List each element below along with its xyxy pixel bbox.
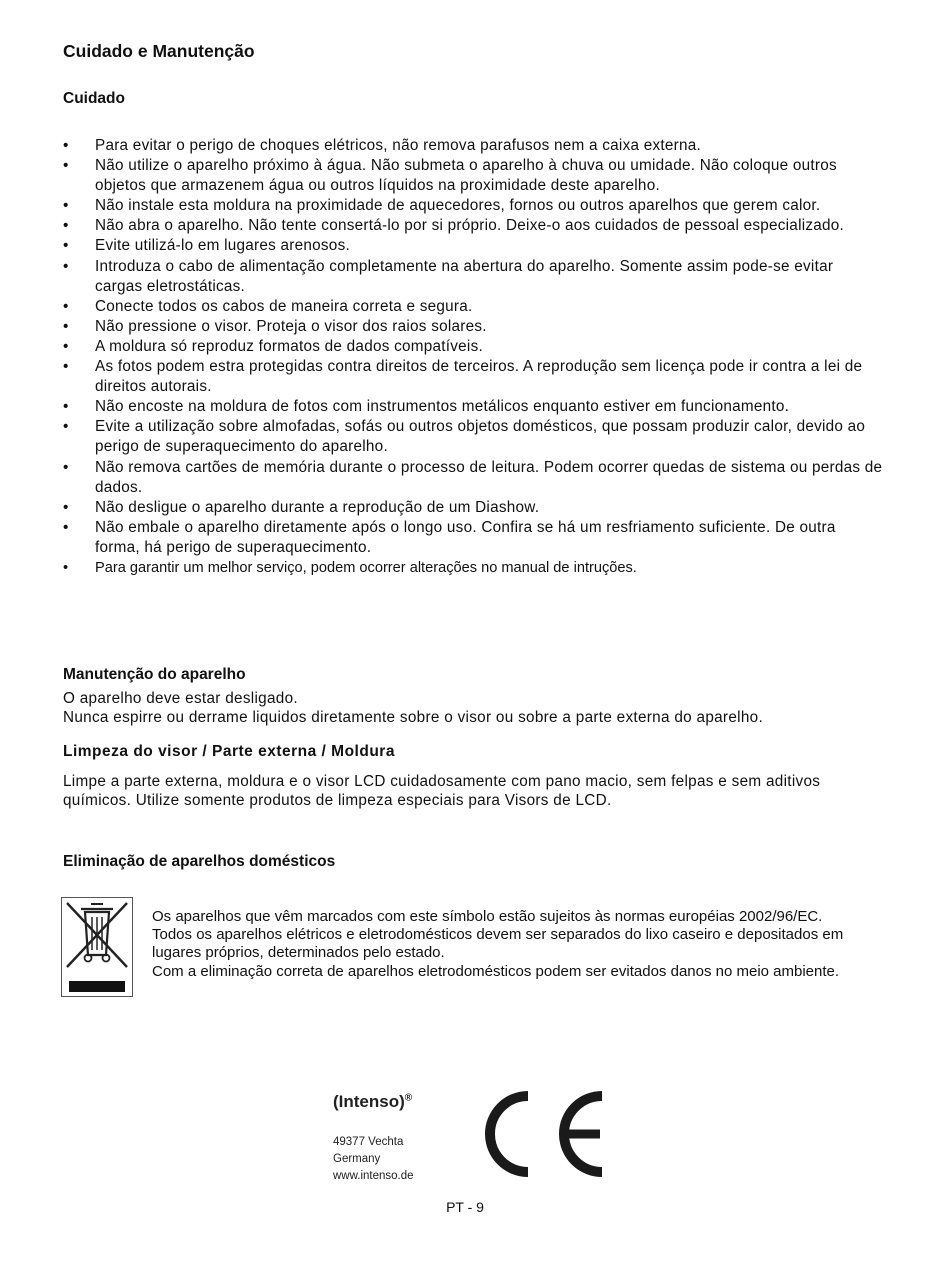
cuidado-heading: Cuidado <box>63 90 125 107</box>
brand-name: (Intenso)® <box>333 1092 413 1111</box>
cuidado-list <box>63 136 883 578</box>
list-item: • Introduza o cabo de alimentação completamente na abertura do aparelho. Somente assim pode-se evitar cargas eletrostáticas. <box>63 257 834 295</box>
intenso-logo <box>333 1092 414 1185</box>
address-line-2: Germany <box>333 1153 381 1165</box>
eliminacao-line-3: Com a eliminação correta de aparelhos eletrodomésticos podem ser evitados danos no meio ambiente. <box>152 962 840 980</box>
manufacturer-address <box>333 1134 414 1185</box>
bullet-icon: • <box>63 498 69 516</box>
list-item: • Não pressione o visor. Proteja o visor dos raios solares. <box>63 317 883 337</box>
list-item: • Evite utilizá-lo em lugares arenosos. <box>63 236 883 256</box>
bullet-icon: • <box>63 337 69 355</box>
list-item: • Não instale esta moldura na proximidade de aquecedores, fornos ou outros aparelhos que gerem calor. <box>63 196 883 216</box>
website-text: www.intenso.de <box>333 1170 414 1182</box>
bullet-icon: • <box>63 237 69 255</box>
list-item: • Não utilize o aparelho próximo à água. Não submeta o aparelho à chuva ou umidade. Não coloque outros objetos que armazenem água ou outros líquidos na proximidade deste aparelho. <box>63 157 837 195</box>
eliminacao-heading: Eliminação de aparelhos domésticos <box>63 853 336 870</box>
list-item: • Não abra o aparelho. Não tente consertá-lo por si próprio. Deixe-o aos cuidados de pessoal especializado. <box>63 216 883 236</box>
bullet-icon: • <box>63 157 69 175</box>
list-item: • Para garantir um melhor serviço, podem ocorrer alterações no manual de intruções. <box>63 558 883 578</box>
page-title: Cuidado e Manutenção <box>63 41 255 61</box>
address-line-1: 49377 Vechta <box>333 1136 404 1148</box>
limpeza-text: Limpe a parte externa, moldura e o visor LCD cuidadosamente com pano macio, sem felpas e sem aditivos químicos. Utilize somente produtos de limpeza especiais para Visors de LCD. <box>63 773 821 809</box>
bullet-icon: • <box>63 197 69 215</box>
bullet-icon: • <box>63 358 69 376</box>
bullet-icon: • <box>63 257 69 275</box>
limpeza-heading: Limpeza do visor / Parte externa / Moldura <box>63 743 395 760</box>
bullet-icon: • <box>63 398 69 416</box>
manutencao-line-1: O aparelho deve estar desligado. <box>63 690 298 707</box>
bullet-icon: • <box>63 458 69 476</box>
list-item: • Evite a utilização sobre almofadas, sofás ou outros objetos domésticos, que possam produzir calor, devido ao perigo de superaquecimento do aparelho. <box>63 418 866 456</box>
manutencao-heading: Manutenção do aparelho <box>63 666 246 683</box>
list-item: • Não remova cartões de memória durante o processo de leitura. Podem ocorrer quedas de sistema ou perdas de dados. <box>63 458 883 496</box>
bullet-icon: • <box>63 137 69 154</box>
list-item: • A moldura só reproduz formatos de dados compatíveis. <box>63 337 883 357</box>
bullet-icon: • <box>63 418 69 436</box>
ce-mark-icon <box>476 1088 606 1180</box>
list-item: • Conecte todos os cabos de maneira correta e segura. <box>63 297 883 317</box>
list-item: • As fotos podem estra protegidas contra direitos de terceiros. A reprodução sem licença pode ir contra a lei de direitos autorais. <box>63 358 863 396</box>
bullet-icon: • <box>63 559 69 576</box>
weee-crossed-bin-icon <box>61 897 133 997</box>
eliminacao-line-1: Os aparelhos que vêm marcados com este símbolo estão sujeitos às normas européias 2002/96/EC. <box>152 908 823 925</box>
bullet-icon: • <box>63 518 69 536</box>
list-item: • Não desligue o aparelho durante a reprodução de um Diashow. <box>63 498 883 518</box>
page-number: PT - 9 <box>446 1199 484 1215</box>
list-item: • Para evitar o perigo de choques elétricos, não remova parafusos nem a caixa externa. <box>63 136 883 156</box>
bullet-icon: • <box>63 217 69 235</box>
bullet-icon: • <box>63 297 69 315</box>
manutencao-line-2: Nunca espirre ou derrame liquidos diretamente sobre o visor ou sobre a parte externa do aparelho. <box>63 709 763 726</box>
eliminacao-text <box>152 908 892 981</box>
bullet-icon: • <box>63 317 69 335</box>
list-item: • Não embale o aparelho diretamente após o longo uso. Confira se há um resfriamento suficiente. De outra forma, há perigo de superaquecimento. <box>63 518 836 556</box>
list-item: • Não encoste na moldura de fotos com instrumentos metálicos enquanto estiver em funcionamento. <box>63 397 883 417</box>
eliminacao-line-2: Todos os aparelhos elétricos e eletrodomésticos devem ser separados do lixo caseiro e depositados em lugares próprios, determinados pelo estado. <box>152 926 844 962</box>
